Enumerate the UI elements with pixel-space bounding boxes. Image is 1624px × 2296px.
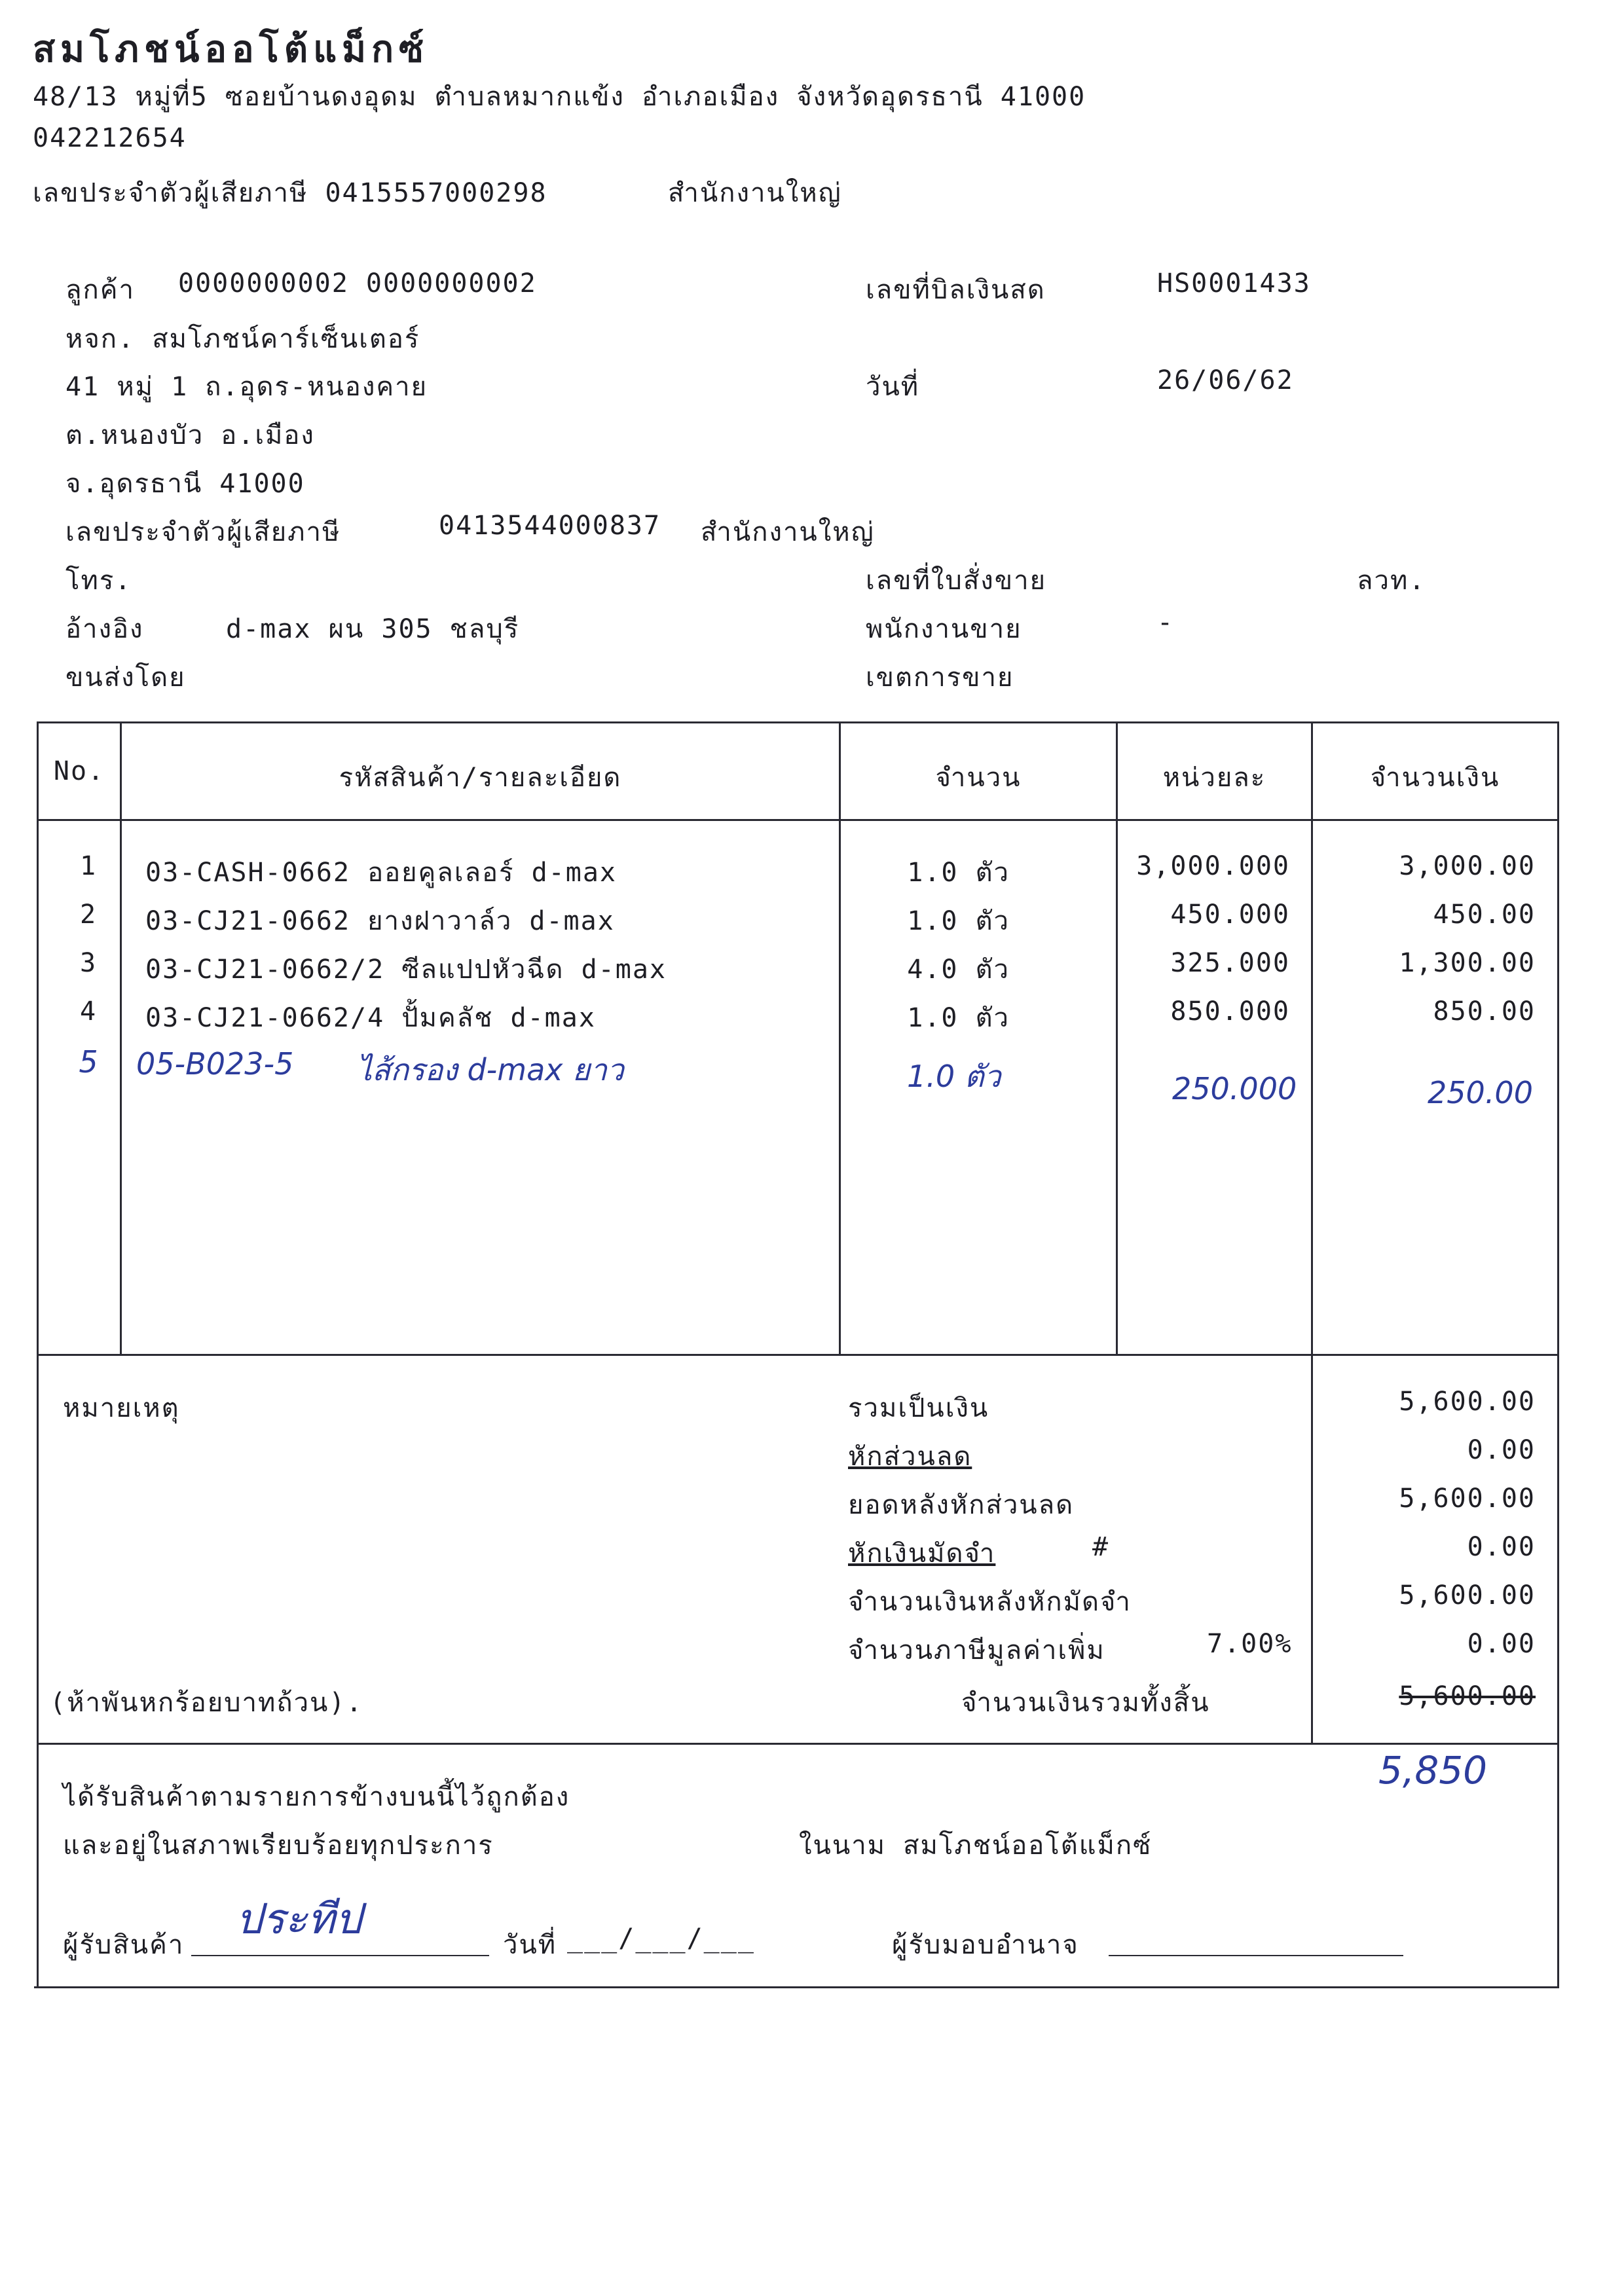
company-branch: สำนักงานใหญ่	[668, 178, 842, 208]
receive-date-blank: ___/___/___	[567, 1923, 755, 1954]
table-row-1-unit-price: 3,000.000	[1136, 851, 1290, 881]
reference-label: อ้างอิง	[65, 614, 144, 644]
remarks-label: หมายเหตุ	[63, 1393, 180, 1423]
customer-tax-label: เลขประจำตัวผู้เสียภาษี	[65, 517, 341, 547]
deposit-hash: #	[1092, 1532, 1110, 1562]
discount-value: 0.00	[1467, 1435, 1536, 1465]
table-row-3-unit-price: 325.000	[1170, 948, 1290, 978]
received-statement-1: ได้รับสินค้าตามรายการข้างบนนี้ไว้ถูกต้อง	[63, 1782, 570, 1812]
discount-label: หักส่วนลด	[848, 1442, 972, 1472]
table-row-4-unit-price: 850.000	[1170, 996, 1290, 1027]
received-statement-2: และอยู่ในสภาพเรียบร้อยทุกประการ	[63, 1831, 494, 1861]
table-row-1-amount: 3,000.00	[1399, 851, 1536, 881]
table-row-2-amount: 450.00	[1433, 900, 1536, 930]
company-tax-id: เลขประจำตัวผู้เสียภาษี 0415557000298	[33, 178, 547, 208]
sales-area-label: เขตการขาย	[866, 663, 1014, 693]
receiver-signature-line	[191, 1955, 489, 1956]
table-row-4-quantity: 1.0 ตัว	[907, 1003, 1010, 1033]
grand-total-value: 5,600.00	[1399, 1681, 1536, 1711]
salesperson-value: -	[1157, 608, 1175, 638]
table-row-3-amount: 1,300.00	[1399, 948, 1536, 978]
salesperson-label: พนักงานขาย	[866, 614, 1022, 644]
handwritten-row-no: 5	[79, 1044, 98, 1080]
table-row-2-no: 2	[79, 900, 98, 930]
table-row-1-description: 03-CASH-0662 ออยคูลเลอร์ d-max	[145, 858, 618, 888]
vat-label: จำนวนภาษีมูลค่าเพิ่ม	[848, 1635, 1105, 1666]
on-behalf-of: ในนาม สมโภชน์ออโต้แม็กซ์	[799, 1831, 1153, 1861]
customer-code: 0000000002 0000000002	[178, 268, 537, 299]
table-row-3-no: 3	[79, 948, 98, 978]
handwritten-row-description: ไส้กรอง d-max ยาว	[357, 1052, 624, 1087]
bill-number: HS0001433	[1157, 268, 1311, 299]
handwritten-row-unit-price: 250.000	[1172, 1071, 1297, 1106]
handwritten-row-amount: 250.00	[1428, 1075, 1533, 1110]
header-quantity: จำนวน	[935, 763, 1022, 793]
header-description: รหัสสินค้า/รายละเอียด	[339, 763, 622, 793]
vat-value: 0.00	[1467, 1629, 1536, 1659]
header-unit-price: หน่วยละ	[1162, 763, 1266, 793]
company-name: สมโภชน์ออโต้แม็กซ์	[33, 27, 430, 71]
after-discount-value: 5,600.00	[1399, 1484, 1536, 1514]
table-row-1-no: 1	[79, 851, 98, 881]
receive-date-label: วันที่	[503, 1930, 557, 1960]
after-discount-label: ยอดหลังหักส่วนลด	[848, 1490, 1075, 1520]
table-row-2-description: 03-CJ21-0662 ยางฝาวาล์ว d-max	[145, 906, 615, 936]
bill-date-label: วันที่	[866, 372, 920, 402]
customer-label: ลูกค้า	[65, 275, 135, 305]
header-no: No.	[53, 756, 105, 786]
sales-order-label: เลขที่ใบสั่งขาย	[866, 566, 1047, 596]
table-row-1-quantity: 1.0 ตัว	[907, 858, 1010, 888]
subtotal-label: รวมเป็นเงิน	[848, 1393, 989, 1423]
table-row-4-no: 4	[79, 996, 98, 1027]
table-row-3-description: 03-CJ21-0662/2 ซีลแปปหัวฉีด d-max	[145, 955, 667, 985]
authorized-label: ผู้รับมอบอำนาจ	[892, 1930, 1079, 1960]
bill-number-label: เลขที่บิลเงินสด	[866, 275, 1046, 305]
customer-tax-id: 0413544000837	[439, 511, 661, 541]
customer-branch: สำนักงานใหญ่	[701, 517, 875, 547]
sales-order-extra: ลวท.	[1357, 566, 1426, 596]
table-row-2-unit-price: 450.000	[1170, 900, 1290, 930]
after-deposit-value: 5,600.00	[1399, 1580, 1536, 1611]
handwritten-total: 5,850	[1378, 1748, 1488, 1793]
table-row-4-description: 03-CJ21-0662/4 ปั้มคลัช d-max	[145, 1003, 596, 1033]
company-address: 48/13 หมู่ที่5 ซอยบ้านดงอุดม ตำบลหมากแข้ง อำเภอเมือง จังหวัดอุดรธานี 41000	[33, 82, 1086, 112]
authorized-signature-line	[1109, 1955, 1403, 1956]
reference-value: d-max ผน 305 ชลบุรี	[226, 614, 520, 644]
grand-total-label: จำนวนเงินรวมทั้งสิ้น	[961, 1688, 1210, 1718]
receiver-label: ผู้รับสินค้า	[63, 1930, 185, 1960]
company-phone: 042212654	[33, 123, 187, 153]
customer-name: หจก. สมโภชน์คาร์เซ็นเตอร์	[65, 324, 420, 354]
table-row-2-quantity: 1.0 ตัว	[907, 906, 1010, 936]
vat-rate: 7.00%	[1207, 1629, 1293, 1659]
table-row-3-quantity: 4.0 ตัว	[907, 955, 1010, 985]
deposit-label: หักเงินมัดจำ	[848, 1539, 996, 1569]
shipping-label: ขนส่งโดย	[65, 663, 186, 693]
receiver-signature: ประทีป	[236, 1895, 362, 1944]
customer-address-line2: ต.หนองบัว อ.เมือง	[65, 420, 315, 450]
customer-address-line1: 41 หมู่ 1 ถ.อุดร-หนองคาย	[65, 372, 428, 402]
amount-in-words: (ห้าพันหกร้อยบาทถ้วน).	[50, 1688, 363, 1718]
deposit-value: 0.00	[1467, 1532, 1536, 1562]
table-row-4-amount: 850.00	[1433, 996, 1536, 1027]
subtotal-value: 5,600.00	[1399, 1387, 1536, 1417]
handwritten-row-code: 05-B023-5	[136, 1046, 294, 1082]
customer-phone-label: โทร.	[65, 566, 132, 596]
header-amount: จำนวนเงิน	[1370, 763, 1500, 793]
customer-address-line3: จ.อุดรธานี 41000	[65, 469, 305, 499]
bill-date: 26/06/62	[1157, 365, 1294, 395]
after-deposit-label: จำนวนเงินหลังหักมัดจำ	[848, 1587, 1132, 1617]
handwritten-row-quantity: 1.0 ตัว	[907, 1059, 1001, 1094]
